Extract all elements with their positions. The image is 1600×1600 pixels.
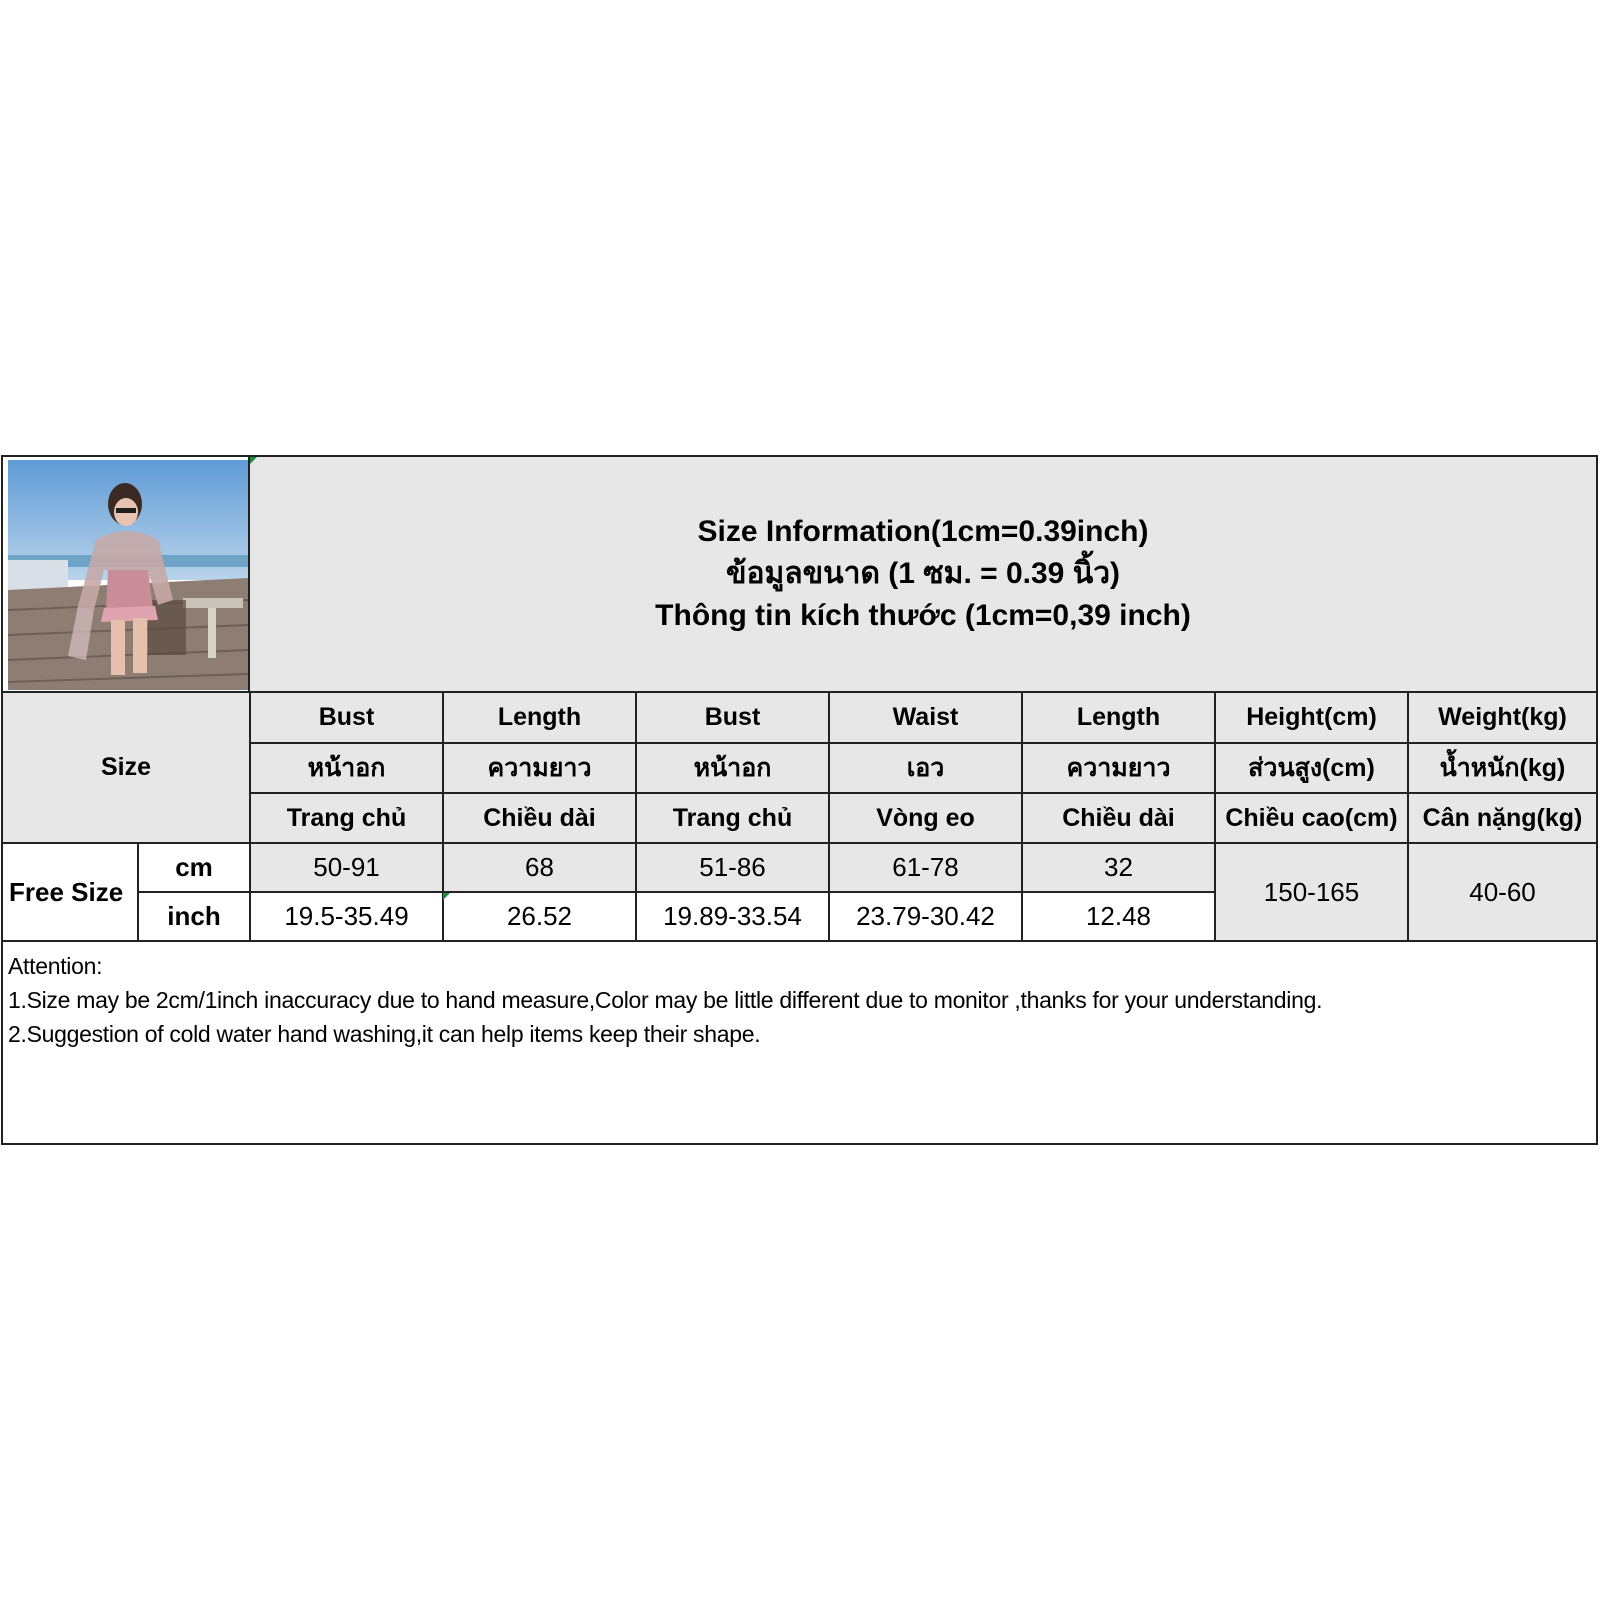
title-english: Size Information(1cm=0.39inch)	[697, 515, 1149, 548]
cell-marker	[250, 457, 257, 464]
header-length-vi: Chiều dài	[1022, 793, 1215, 843]
table-cell: 61-78	[829, 843, 1022, 892]
header-length-thai: ความยาว	[443, 743, 636, 793]
notes-line-2: 2.Suggestion of cold water hand washing,it can help items keep their shape.	[8, 1021, 761, 1047]
header-weight-thai: น้ำหนัก(kg)	[1408, 743, 1596, 793]
unit-inch: inch	[138, 892, 250, 941]
notes-line-1: 1.Size may be 2cm/1inch inaccuracy due to hand measure,Color may be little different due to monitor ,thanks for your understanding.	[8, 987, 1323, 1013]
header-weight: Weight(kg)	[1408, 693, 1596, 743]
header-height-vi: Chiều cao(cm)	[1215, 793, 1408, 843]
size-info-title	[250, 457, 1596, 693]
header-height-thai: ส่วนสูง(cm)	[1215, 743, 1408, 793]
notes-heading: Attention:	[8, 953, 103, 979]
table-cell: 23.79-30.42	[829, 892, 1022, 941]
title-vietnamese: Thông tin kích thước (1cm=0,39 inch)	[655, 599, 1191, 632]
header-row-english	[3, 693, 1596, 743]
weight-value: 40-60	[1408, 843, 1596, 941]
header-length: Length	[1022, 693, 1215, 743]
header-weight-vi: Cân nặng(kg)	[1408, 793, 1596, 843]
table-cell: 12.48	[1022, 892, 1215, 941]
header-bust-thai: หน้าอก	[250, 743, 443, 793]
table-row-cm	[3, 843, 1596, 892]
header-waist-thai: เอว	[829, 743, 1022, 793]
header-waist: Waist	[829, 693, 1022, 743]
header-length-vi: Chiều dài	[443, 793, 636, 843]
free-size-label: Free Size	[3, 843, 138, 941]
header-bust-vi: Trang chủ	[636, 793, 829, 843]
size-chart	[1, 455, 1598, 1145]
header-bust: Bust	[250, 693, 443, 743]
table-cell: 19.5-35.49	[250, 892, 443, 941]
header-waist-vi: Vòng eo	[829, 793, 1022, 843]
height-value: 150-165	[1215, 843, 1408, 941]
header-bust: Bust	[636, 693, 829, 743]
header-length-thai: ความยาว	[1022, 743, 1215, 793]
size-label: Size	[3, 693, 250, 843]
table-cell: 68	[443, 843, 636, 892]
header-bust-vi: Trang chủ	[250, 793, 443, 843]
table-cell: 32	[1022, 843, 1215, 892]
cell-marker	[443, 893, 450, 900]
table-cell: 51-86	[636, 843, 829, 892]
product-photo-cell	[3, 457, 250, 693]
header-length: Length	[443, 693, 636, 743]
title-thai: ข้อมูลขนาด (1 ซม. = 0.39 นิ้ว)	[725, 557, 1121, 590]
header-bust-thai: หน้าอก	[636, 743, 829, 793]
product-photo	[8, 460, 248, 690]
table-cell: 50-91	[250, 843, 443, 892]
unit-cm: cm	[138, 843, 250, 892]
table-cell: 26.52	[443, 892, 636, 941]
attention-notes	[3, 945, 1596, 1143]
header-height: Height(cm)	[1215, 693, 1408, 743]
size-table	[3, 693, 1596, 942]
table-cell: 19.89-33.54	[636, 892, 829, 941]
